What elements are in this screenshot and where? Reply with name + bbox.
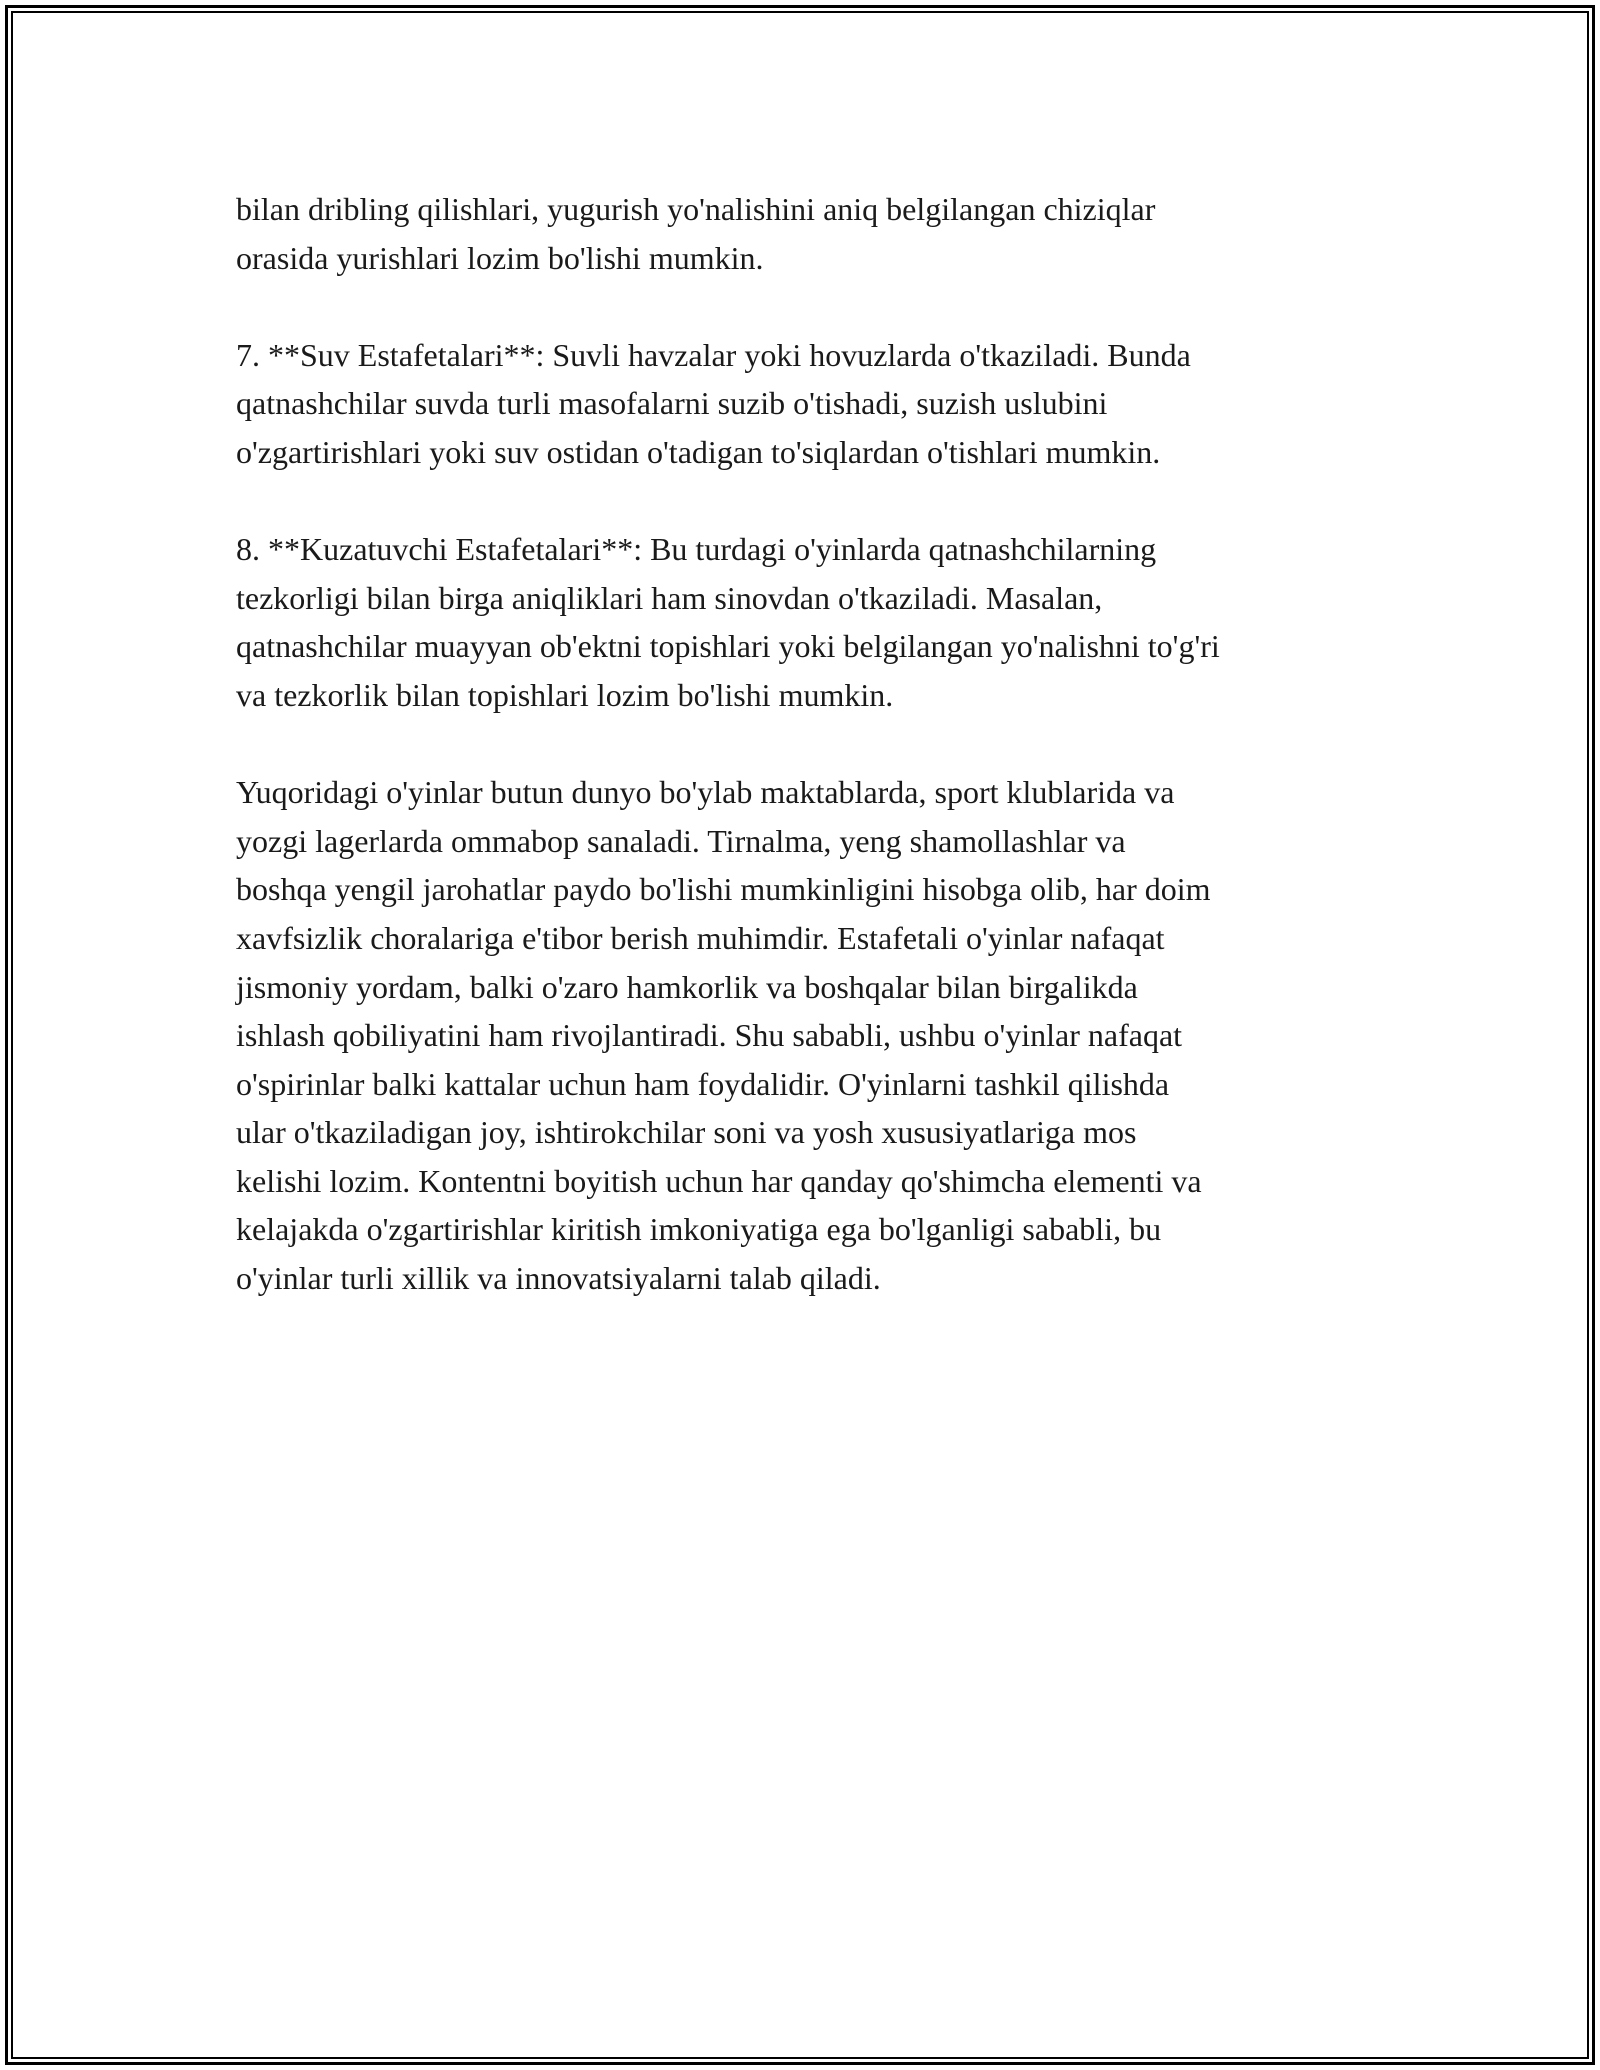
paragraph-observer-relays: 8. **Kuzatuvchi Estafetalari**: Bu turdagi o'yinlarda qatnashchilarning tezkorligi bilan birga aniqliklari ham sinovdan o'tkaziladi. Masalan, qatnashchilar muayyan ob'ektni topishlari yoki belgilangan yo'nalishni to'g'ri va tezkorlik bilan topishlari lozim bo'lishi mumkin. xyxy=(236,531,1220,713)
paragraph-dribbling-continuation: bilan dribling qilishlari, yugurish yo'nalishini aniq belgilangan chiziqlar orasida yurishlari lozim bo'lishi mumkin. xyxy=(236,191,1156,276)
document-body xyxy=(236,185,1386,1351)
paragraph-conclusion: Yuqoridagi o'yinlar butun dunyo bo'ylab maktablarda, sport klublarida va yozgi lagerlarda ommabop sanaladi. Tirnalma, yeng shamollashlar va boshqa yengil jarohatlar paydo bo'lishi mumkinligini hisobga olib, har doim xavfsizlik choralariga e'tibor berish muhimdir. Estafetali o'yinlar nafaqat jismoniy yordam, balki o'zaro hamkorlik va boshqalar bilan birgalikda ishlash qobiliyatini ham rivojlantiradi. Shu sababli, ushbu o'yinlar nafaqat o'spirinlar balki kattalar uchun ham foydalidir. O'yinlarni tashkil qilishda ular o'tkaziladigan joy, ishtirokchilar soni va yosh xususiyatlariga mos kelishi lozim. Kontentni boyitish uchun har qanday qo'shimcha elementi va kelajakda o'zgartirishlar kiritish imkoniyatiga ega bo'lganligi sababli, bu o'yinlar turli xillik va innovatsiyalarni talab qiladi. xyxy=(236,774,1211,1297)
paragraph-water-relays: 7. **Suv Estafetalari**: Suvli havzalar yoki hovuzlarda o'tkaziladi. Bunda qatnashchilar suvda turli masofalarni suzib o'tishadi, suzish uslubini o'zgartirishlari yoki suv ostidan o'tadigan to'siqlardan o'tishlari mumkin. xyxy=(236,336,1191,470)
